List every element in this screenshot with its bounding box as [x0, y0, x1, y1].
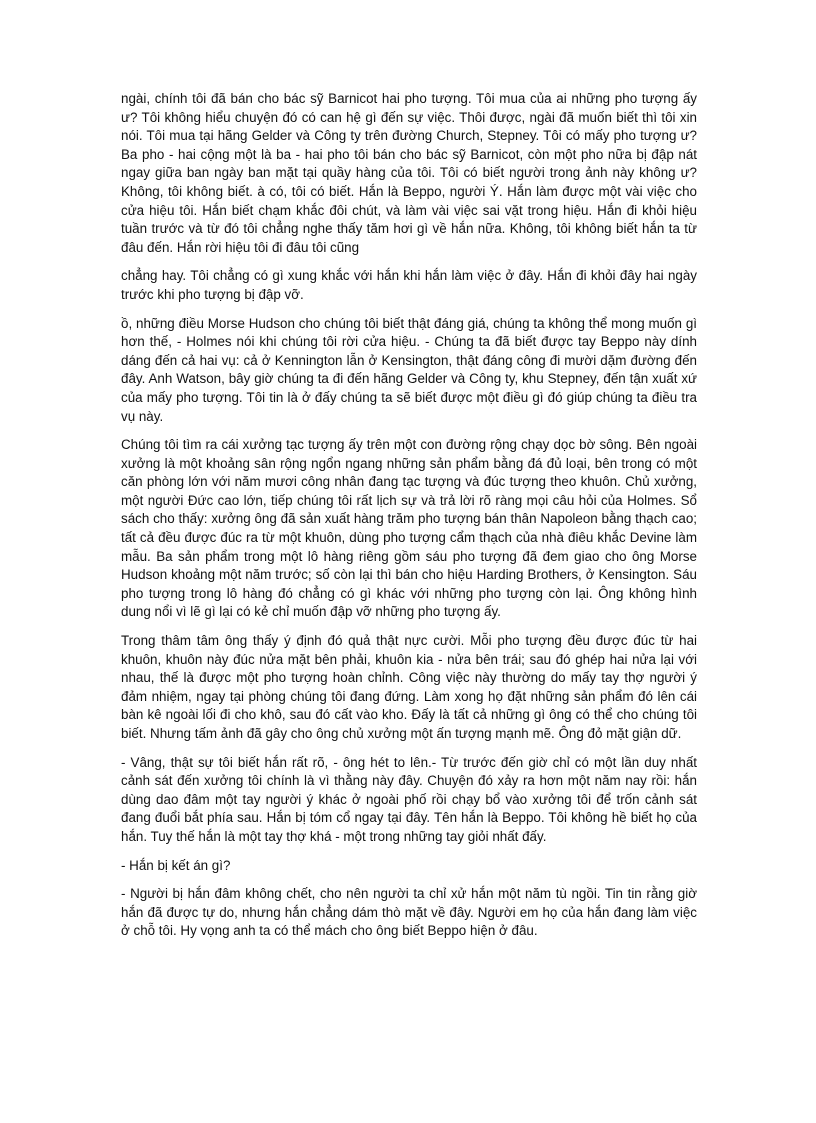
paragraph: Chúng tôi tìm ra cái xưởng tạc tượng ấy trên một con đường rộng chạy dọc bờ sông. Bên ngoài xưởng là một khoảng sân rộng ngổn ngang những sản phẩm bằng đá đủ loại, bên trong có một căn phòng lớn với năm mươi công nhân đang tạc tượng và đúc tượng theo khuôn. Chủ xưởng, một người Đức cao lớn, tiếp chúng tôi rất lịch sự và trả lời rõ ràng mọi câu hỏi của Holmes. Sổ sách cho thấy: xưởng ông đã sản xuất hàng trăm pho tượng bán thân Napoleon bằng thạch cao; tất cả đều được đúc ra từ một khuôn, dùng pho tượng cẩm thạch của nhà điêu khắc Devine làm mẫu. Ba sản phẩm trong một lô hàng riêng gồm sáu pho tượng đã đem giao cho ông Morse Hudson khoảng một năm trước; số còn lại thì bán cho hiệu Harding Brothers, ở Kensington. Sáu pho tượng trong lô hàng đó chẳng có gì khác với những pho tượng còn lại. Ông không hình dung nổi vì lẽ gì lại có kẻ chỉ muốn đập vỡ những pho tượng ấy.	[121, 437, 697, 620]
body-text	[121, 90, 697, 951]
paragraph: - Hắn bị kết án gì?	[121, 857, 231, 873]
paragraph: - Vâng, thật sự tôi biết hắn rất rõ, - ông hét to lên.- Từ trước đến giờ chỉ có một lần duy nhất cảnh sát đến xưởng tôi chính là vì thằng này đây. Chuyện đó xảy ra hơn một năm nay rồi: hắn dùng dao đâm một tay người ý khác ở ngoài phố rồi chạy bổ vào xưởng tôi để trốn cảnh sát đang đuổi bắt phía sau. Hắn bị tóm cổ ngay tại đây. Tên hắn là Beppo. Tôi không hề biết họ của hắn. Tuy thế hắn là một tay thợ khá - một trong những tay giỏi nhất đấy.	[121, 754, 697, 844]
paragraph: Trong thâm tâm ông thấy ý định đó quả thật nực cười. Mỗi pho tượng đều được đúc từ hai khuôn, khuôn này đúc nửa mặt bên phải, khuôn kia - nửa bên trái; sau đó ghép hai nửa lại với nhau, thế là được một pho tượng hoàn chỉnh. Công việc này thường do mấy tay thợ người ý đảm nhiệm, ngay tại phòng chúng tôi đang đứng. Làm xong họ đặt những sản phẩm đó lên cái bàn kê ngoài lối đi cho khô, sau đó cất vào kho. Đấy là tất cả những gì ông có thể cho chúng tôi biết. Nhưng tấm ảnh đã gây cho ông chủ xưởng một ấn tượng mạnh mẽ. Ông đỏ mặt giận dữ.	[121, 633, 697, 741]
paragraph: - Người bị hắn đâm không chết, cho nên người ta chỉ xử hắn một năm tù ngồi. Tin tin rằng giờ hắn đã được tự do, nhưng hắn chẳng dám thò mặt về đây. Người em họ của hắn đang làm việc ở chỗ tôi. Hy vọng anh ta có thể mách cho ông biết Beppo hiện ở đâu.	[121, 886, 697, 939]
paragraph: ồ, những điều Morse Hudson cho chúng tôi biết thật đáng giá, chúng ta không thể mong muốn gì hơn thế, - Holmes nói khi chúng tôi rời cửa hiệu. - Chúng ta đã biết được tay Beppo này dính dáng đến cả hai vụ: cả ở Kennington lẫn ở Kensington, thật đáng công đi mười dặm đường đến đây. Anh Watson, bây giờ chúng ta đi đến hãng Gelder và Công ty, khu Stepney, đến tận xuất xứ của mấy pho tượng. Tôi tin là ở đấy chúng ta sẽ biết được một điều gì đó giúp chúng ta điều tra vụ này.	[121, 315, 697, 424]
paragraph: chẳng hay. Tôi chẳng có gì xung khắc với hắn khi hắn làm việc ở đây. Hắn đi khỏi đây hai ngày trước khi pho tượng bị đập vỡ.	[121, 268, 697, 302]
paragraph: ngài, chính tôi đã bán cho bác sỹ Barnicot hai pho tượng. Tôi mua của ai những pho tượng ấy ư? Tôi không hiểu chuyện đó có can hệ gì đến sự việc. Thôi được, ngài đã muốn biết thì tôi xin nói. Tôi mua tại hãng Gelder và Công ty trên đường Church, Stepney. Tôi có mấy pho tượng ư? Ba pho - hai cộng một là ba - hai pho tôi bán cho bác sỹ Barnicot, còn một pho nữa bị đập nát ngay giữa ban ngày ban mặt tại quầy hàng của tôi. Tôi có biết người trong ảnh này không ư? Không, tôi không biết. à có, tôi có biết. Hắn là Beppo, người Ý. Hắn làm được một vài việc cho cửa hiệu tôi. Hắn biết chạm khắc đôi chút, và làm vài việc sai vặt trong hiệu. Hắn đi khỏi hiệu tuần trước và từ đó tôi chẳng nghe thấy tăm hơi gì về hắn nữa. Không, tôi không biết hắn ta từ đâu đến. Hắn rời hiệu tôi đi đâu tôi cũng	[121, 91, 697, 255]
